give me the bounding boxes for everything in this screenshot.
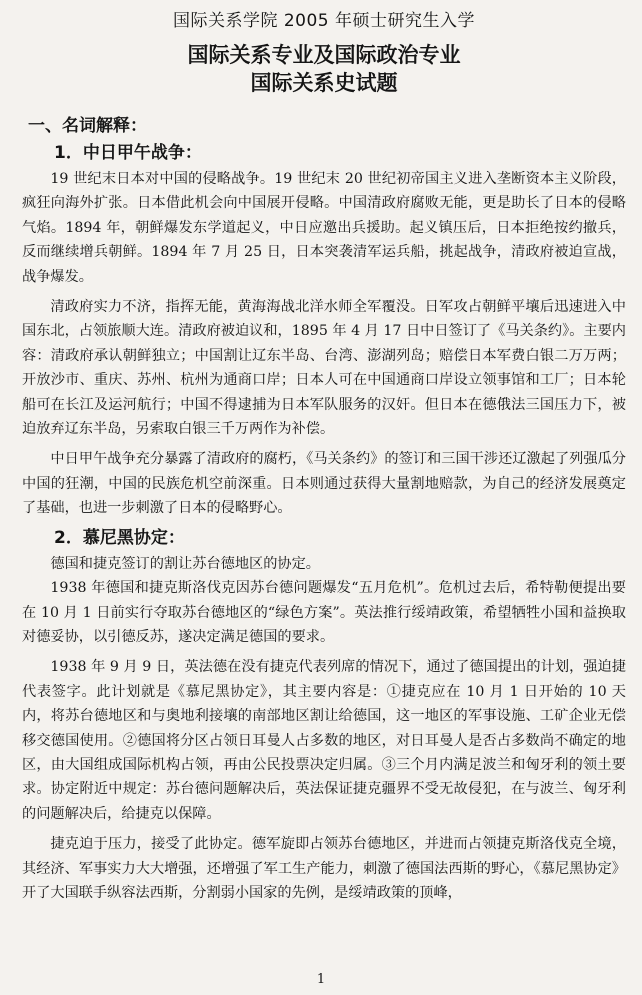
paragraph: 捷克迫于压力，接受了此协定。德军旋即占领苏台德地区，并进而占领捷克斯洛伐克全境，其经济、军事实力大大增强，还增强了军工生产能力，刺激了德国法西斯的野心，《慕尼黑协定》开了大国联手纵容法西斯，分割弱小国家的先例，是绥靖政策的顶峰，	[22, 836, 626, 901]
exam-header: 国际关系学院 2005 年硕士研究生入学	[172, 11, 476, 31]
paragraph: 1938 年德国和捷克斯洛伐克因苏台德问题爆发“五月危机”。危机过去后，希特勒便提出要在 10 月 1 日前实行夺取苏台德地区的“绿色方案”。英法推行绥靖政策，希望牺牲小国和益换取对德妥协，以引德反苏，遂决定满足德国的要求。	[22, 580, 626, 645]
page-number: 1	[316, 972, 326, 987]
paragraph: 19 世纪末日本对中国的侵略战争。19 世纪末 20 世纪初帝国主义进入垄断资本主义阶段，疯狂向海外扩张。日本借此机会向中国展开侵略。中国清政府腐败无能，更是助长了日本的侵略气焰。1894 年，朝鲜爆发东学道起义，中日应邀出兵援助。起义镇压后，日本拒绝按约撤兵，反而继续增兵朝鲜。1894 年 7 月 25 日，日本突袭清军运兵船，挑起战争，清政府被迫宣战，战争爆发。	[22, 171, 626, 285]
paragraph: 中日甲午战争充分暴露了清政府的腐朽，《马关条约》的签订和三国干涉还辽激起了列强瓜分中国的狂潮，中国的民族危机空前深重。日本则通过获得大量割地赔款，为自己的经济发展奠定了基础，也进一步刺激了日本的侵略野心。	[22, 451, 626, 517]
term-heading-1: 1．中日甲午战争：	[54, 143, 202, 163]
paragraph: 清政府实力不济，指挥无能，黄海海战北洋水师全军覆没。日军攻占朝鲜平壤后迅速进入中国东北，占领旅顺大连。清政府被迫议和，1895 年 4 月 17 日中日签订了《马关条约》。主要内容：清政府承认朝鲜独立；中国割让辽东半岛、台湾、澎湖列岛；赔偿日本军费白银二万万两；开放沙市、重庆、苏州、杭州为通商口岸；日本人可在中国通商口岸设立领事馆和工厂；日本轮船可在长江及运河航行；中国不得逮捕为日本军队服务的汉奸。但日本在德俄法三国压力下，被迫放弃辽东半岛，另索取白银三千万两作为补偿。	[22, 299, 626, 438]
paragraph: 1938 年 9 月 9 日，英法德在没有捷克代表列席的情况下，通过了德国提出的计划，强迫捷代表签字。此计划就是《慕尼黑协定》，其主要内容是：①捷克应在 10 月 1 日开始的 10 天内，将苏台德地区和与奥地利接壤的南部地区割让给德国，这一地区的军事设施、工矿企业无偿移交德国使用。②德国将分区占领日耳曼人占多数的地区，对日耳曼人是否占多数尚不确定的地区，由大国组成国际机构占领，再由公民投票决定归属。③三个月内满足波兰和匈牙利的领土要求。协定附近中规定：苏台德问题解决后，英法保证捷克疆界不受无故侵犯，在与波兰、匈牙利的问题解决后，给捷克以保障。	[22, 659, 626, 822]
term-heading-2: 2．慕尼黑协定：	[54, 527, 185, 548]
exam-title-line-2: 国际关系史试题	[250, 71, 398, 95]
section-heading: 一、名词解释：	[28, 116, 147, 136]
exam-title-line-1: 国际关系专业及国际政治专业	[187, 43, 461, 67]
paragraph: 德国和捷克签订的割让苏台德地区的协定。	[50, 555, 320, 572]
